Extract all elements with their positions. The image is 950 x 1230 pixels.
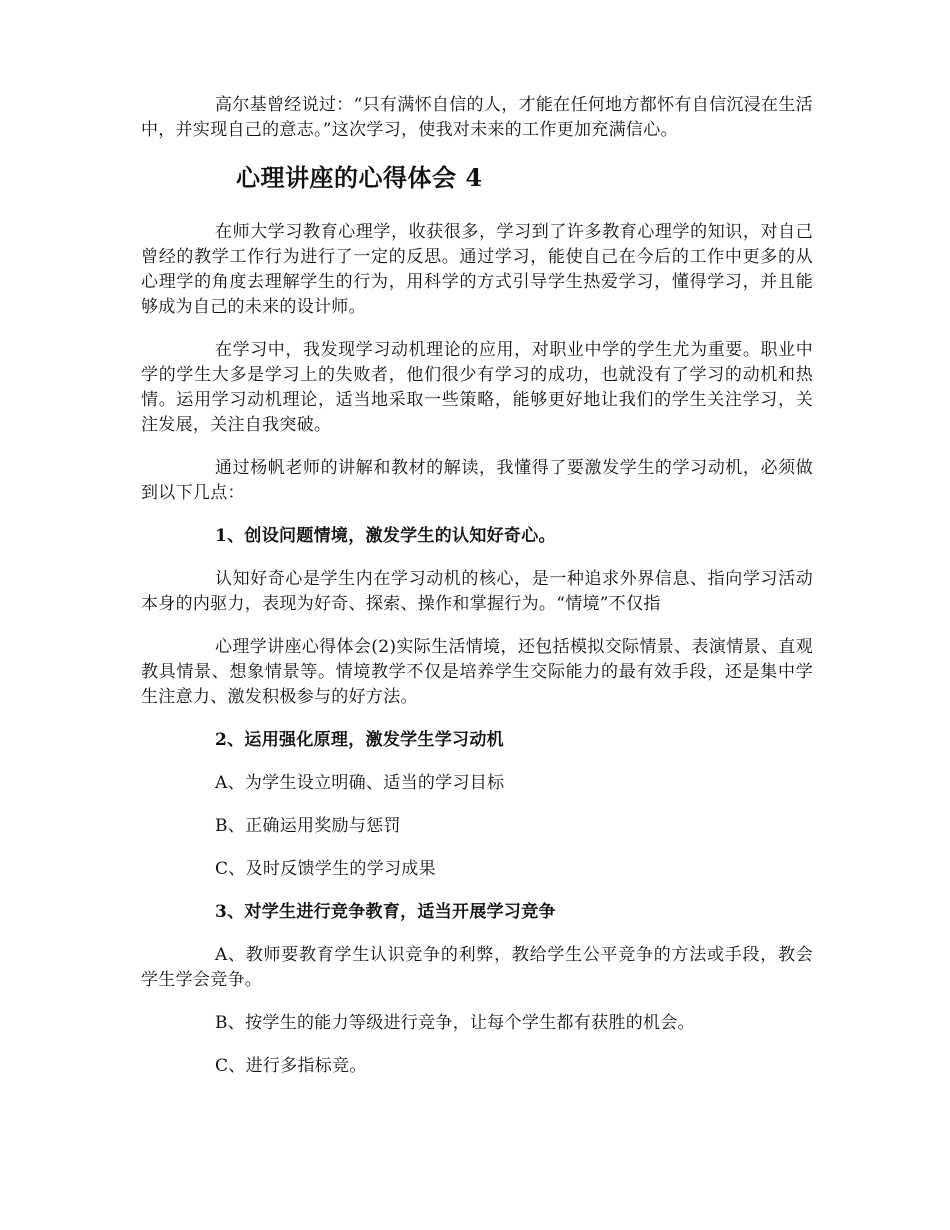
list-item: B、正确运用奖励与惩罚 <box>215 816 401 836</box>
list-item: C、进行多指标竞。 <box>215 1056 367 1076</box>
list-item: A、为学生设立明确、适当的学习目标 <box>215 773 505 793</box>
section-title: 心理讲座的心得体会 4 <box>236 163 483 192</box>
paragraph: 认知好奇心是学生内在学习动机的核心，是一种追求外界信息、指向学习活动本身的内驱力，表现为好奇、探索、操作和掌握行为。“情境”不仅指 <box>141 569 813 614</box>
subheading-point-3: 3、对学生进行竞争教育，适当开展学习竞争 <box>215 902 556 922</box>
subheading-point-2: 2、运用强化原理，激发学生学习动机 <box>215 730 504 750</box>
paragraph: 通过杨帆老师的讲解和教材的解读，我懂得了要激发学生的学习动机，必须做到以下几点： <box>141 458 813 503</box>
list-item: C、及时反馈学生的学习成果 <box>215 859 436 879</box>
paragraph: 在师大学习教育心理学，收获很多，学习到了许多教育心理学的知识，对自己曾经的教学工作行为进行了一定的反思。通过学习，能使自己在今后的工作中更多的从心理学的角度去理解学生的行为，用科学的方式引导学生热爱学习，懂得学习，并且能够成为自己的未来的设计师。 <box>141 222 813 317</box>
paragraph: 在学习中，我发现学习动机理论的应用，对职业中学的学生尤为重要。职业中学的学生大多是学习上的失败者，他们很少有学习的成功，也就没有了学习的动机和热情。运用学习动机理论，适当地采取一些策略，能够更好地让我们的学生关注学习，关注发展，关注自我突破。 <box>141 340 813 435</box>
list-item: B、按学生的能力等级进行竞争，让每个学生都有获胜的机会。 <box>215 1013 695 1033</box>
list-item: A、教师要教育学生认识竞争的利弊，教给学生公平竞争的方法或手段，教会学生学会竞争。 <box>141 945 813 990</box>
paragraph: 心理学讲座心得体会(2)实际生活情境，还包括模拟交际情景、表演情景、直观教具情景、想象情景等。情境教学不仅是培养学生交际能力的最有效手段，还是集中学生注意力、激发积极参与的好方法。 <box>141 637 813 707</box>
subheading-point-1: 1、创设问题情境，激发学生的认知好奇心。 <box>215 526 556 546</box>
intro-paragraph: 高尔基曾经说过：“只有满怀自信的人，才能在任何地方都怀有自信沉浸在生活中，并实现自己的意志。”这次学习，使我对未来的工作更加充满信心。 <box>141 95 813 140</box>
document-body <box>141 93 813 1097</box>
